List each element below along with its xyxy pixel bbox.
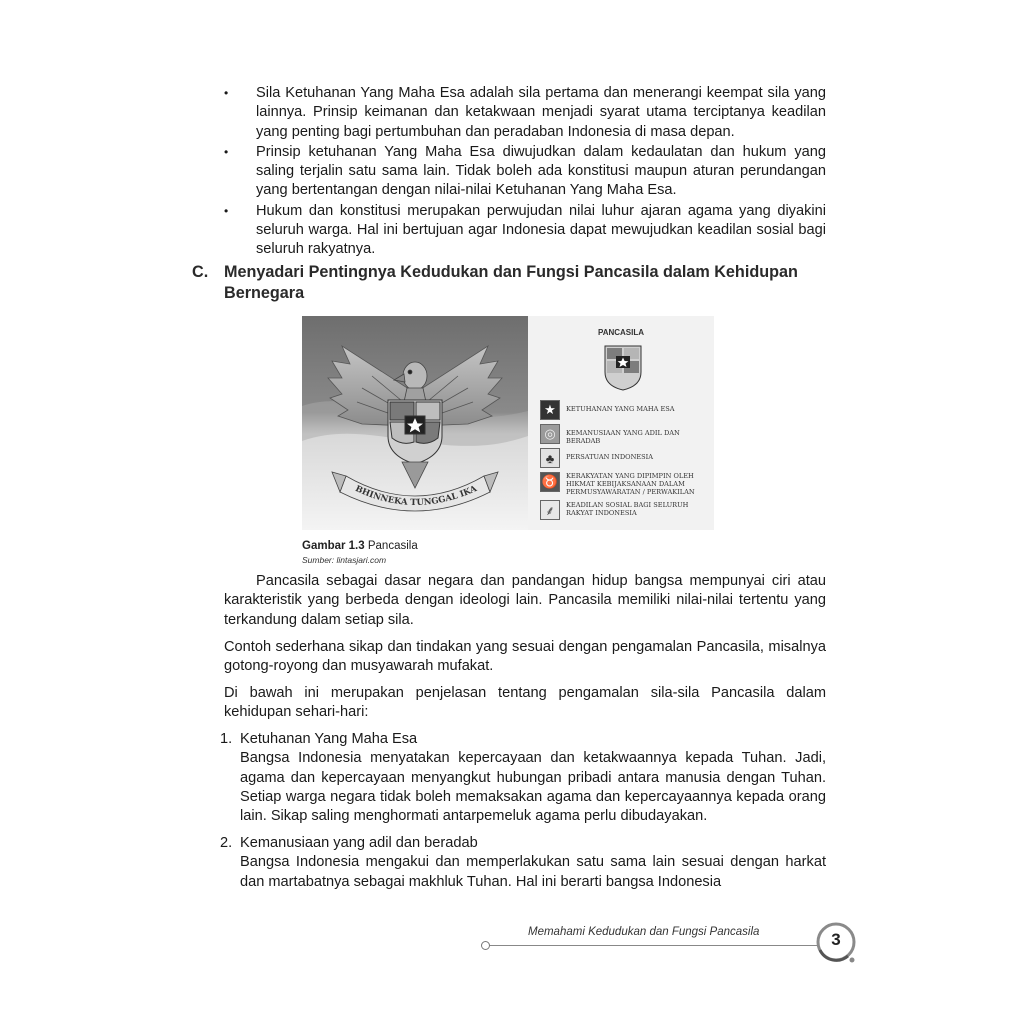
- pancasila-legend: [528, 316, 714, 530]
- legend-text: PERSATUAN INDONESIA: [566, 453, 654, 461]
- paragraph: Contoh sederhana sikap dan tindakan yang sesuai dengan pengamalan Pancasila, misalnya gotong-royong dan musyawarah mufakat.: [224, 639, 826, 675]
- legend-title: PANCASILA: [597, 328, 645, 337]
- banyan-tree-icon: ♣: [540, 448, 560, 468]
- item-number: 2.: [220, 835, 233, 851]
- bullet-text: Sila Ketuhanan Yang Maha Esa adalah sila pertama dan menerangi keempat sila yang lainnya. Prinsip keimanan dan ketakwaan menjadi syarat utama terciptanya keadilan yang penting bagi pertumbuhan dan peradaban Indonesia di masa depan.: [256, 85, 826, 140]
- section-title: Menyadari Pentingnya Kedudukan dan Fungsi Pancasila dalam Kehidupan Bernegara: [224, 263, 798, 302]
- footer-rule: [488, 945, 820, 946]
- bullet-item: [224, 202, 826, 260]
- bullet-text: Prinsip ketuhanan Yang Maha Esa diwujudkan dalam kedaulatan dan hukum yang saling terjalin satu sama lain. Tidak boleh ada konstitusi maupun aturan perundangan yang bertentangan dengan nilai-nilai Ketuhanan Yang Maha Esa.: [256, 143, 826, 199]
- shield: [388, 400, 442, 464]
- running-footer: Memahami Kedudukan dan Fungsi Pancasila: [528, 926, 760, 938]
- item-heading: Ketuhanan Yang Maha Esa: [240, 731, 418, 747]
- section-letter: C.: [192, 263, 209, 281]
- figure-caption: [302, 540, 418, 552]
- bullet-list: [224, 84, 826, 261]
- item-number: 1.: [220, 731, 233, 747]
- bullet-dot: •: [224, 86, 229, 100]
- paragraph: Pancasila sebagai dasar negara dan pandangan hidup bangsa mempunyai ciri atau karakteristik yang berbeda dengan ideologi lain. Pancasila memiliki nilai-nilai tertentu yang terkandung dalam setiap sila.: [224, 573, 826, 628]
- ribbon-motto: BHINNEKA TUNGGAL IKA: [353, 483, 479, 509]
- legend-text: KEADILAN SOSIAL BAGI SELURUH RAKYAT INDONESIA: [566, 501, 689, 518]
- caption-label: Gambar 1.3: [302, 540, 365, 552]
- bullet-text: Hukum dan konstitusi merupakan perwujudan nilai luhur ajaran agama yang diyakini seluruh warga. Hal ini bertujuan agar Indonesia dapat mewujudkan keadilan sosial bagi seluruh rakyatnya.: [256, 202, 826, 258]
- footer-dot: [481, 941, 490, 950]
- legend-text: KETUHANAN YANG MAHA ESA: [566, 405, 675, 413]
- star-icon: ★: [540, 400, 560, 420]
- legend-text: KERAKYATAN YANG DIPIMPIN OLEH HIKMAT KEBIJAKSANAAN DALAM PERMUSYAWARATAN / PERWAKILAN: [566, 472, 695, 497]
- garuda-image: [302, 316, 528, 530]
- item-body: Bangsa Indonesia menyatakan kepercayaan dan ketakwaannya kepada Tuhan. Jadi, agama dan kepercayaan menyangkut hubungan pribadi antara manusia dengan Tuhan. Setiap warga negara tidak boleh memaksakan agama dan kepercayaannya kepada orang lain. Sikap saling menghormati antarpemeluk agama perlu dibudayakan.: [240, 750, 826, 825]
- legend-text: KEMANUSIAAN YANG ADIL DAN BERADAB: [566, 429, 680, 446]
- bullet-dot: •: [224, 144, 229, 159]
- page-number: 3: [831, 930, 841, 949]
- bullet-dot: •: [224, 203, 229, 218]
- rice-cotton-icon: ⸙: [540, 500, 560, 520]
- bullet-item: [224, 143, 826, 201]
- paragraph: Di bawah ini merupakan penjelasan tentang pengamalan sila-sila Pancasila dalam kehidupan sehari-hari:: [224, 685, 826, 721]
- item-heading: Kemanusiaan yang adil dan beradab: [240, 835, 478, 851]
- caption-text: Pancasila: [364, 540, 418, 552]
- pancasila-figure: [302, 316, 714, 530]
- item-body: Bangsa Indonesia mengakui dan memperlakukan satu sama lain sesuai dengan harkat dan martabatnya sebagai makhluk Tuhan. Hal ini berarti bangsa Indonesia: [240, 854, 826, 890]
- shield-emblem-icon: [603, 344, 643, 392]
- bullet-item: [224, 84, 826, 142]
- garuda-pancasila-illustration: [302, 316, 528, 530]
- bull-head-icon: ♉: [540, 472, 560, 492]
- figure-source: Sumber: lintasjari.com: [302, 555, 387, 565]
- chain-icon: ◎: [540, 424, 560, 444]
